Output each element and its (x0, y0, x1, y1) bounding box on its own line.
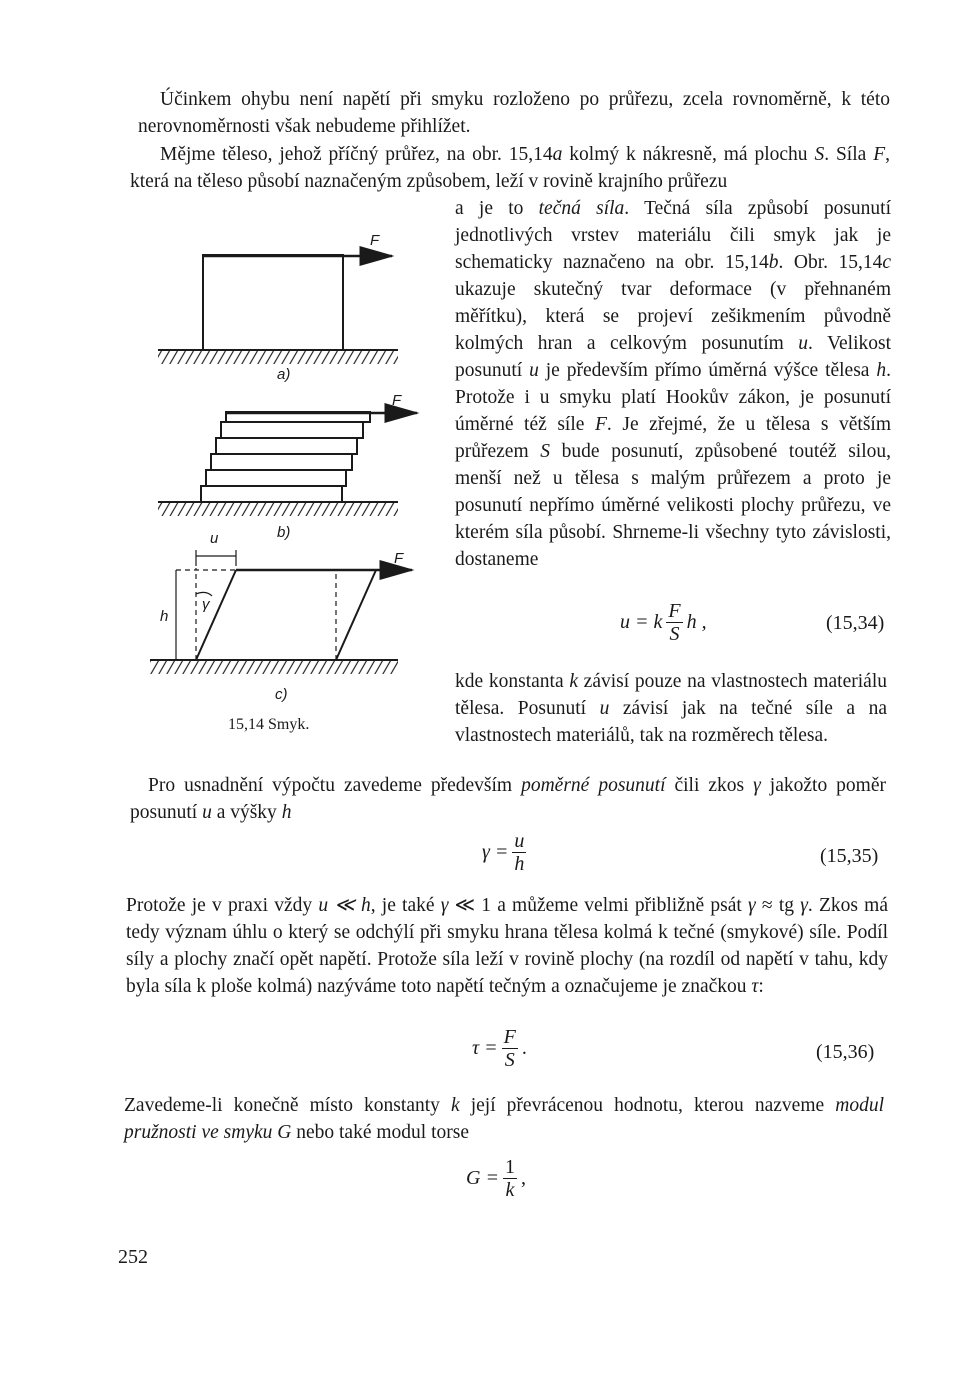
figure-c-ground-hatch (150, 660, 398, 674)
paragraph-2: Mějme těleso, jehož příčný průřez, na obr. 15,14a kolmý k nákresně, má plochu S. Síla F, která na těleso působí naznačeným způsobem, leží v rovině krajního průřezu (130, 144, 890, 192)
figure-b-layer (206, 470, 346, 486)
figure-b-layer (211, 454, 352, 470)
figure-b-ground-hatch (158, 502, 398, 516)
figure-force-label-a: F (370, 232, 380, 249)
equation-number-15-35: (15,35) (820, 845, 879, 867)
paragraph-5: Zavedeme-li konečně místo konstanty k její převrácenou hodnotu, kterou nazveme modul pružnosti ve smyku G nebo také modul torse (124, 1095, 884, 1143)
equation-number-15-36: (15,36) (816, 1041, 875, 1063)
figure-c-slanted-edge-right (336, 570, 376, 660)
figure-b-layer (221, 422, 363, 438)
side-paragraph-2: kde konstanta k závisí pouze na vlastnostech materiálu tělesa. Posunutí u závisí jak na tečné síle a na vlastnostech materiálů, tak na rozměrech tělesa. (455, 671, 887, 746)
equation-15-35: γ = $\frac{u}{h}$ (482, 830, 525, 875)
side-paragraph-1: a je to tečná síla. Tečná síla způsobí posunutí jednotlivých vrstev materiálu čili smyk jak je schematicky naznačeno na obr. 15,14b. Obr. 15,14c ukazuje skutečný tvar deformace (v přehnaném měřítku), která se projeví zešikmením původně kolmých hran a celkovým posunutím u. Velikost posunutí u je především přímo úměrná výšce tělesa h. Protože i u smyku platí Hookův zákon, je posunutí úměrné též síle F. Je zřejmé, že u tělesa s větším průřezem S bude posunutí, způsobené toutéž silou, menší než u tělesa s malým průřezem a proto je posunutí nepřímo úměrné velikosti plochy průřezu, ve kterém síla působí. Shrneme-li všechny tyto závislosti, dostaneme (455, 198, 892, 570)
figure-force-label-c: F (394, 550, 404, 567)
figure-gamma-label: γ (202, 596, 210, 613)
figure-h-label: h (160, 608, 169, 625)
equation-15-34: u = k $\frac{F}{S}$ h , (620, 600, 707, 645)
equation-15-36: τ = $\frac{F}{S}$ . (472, 1026, 527, 1071)
figure-force-label-b: F (392, 392, 402, 409)
figure-b-layer (216, 438, 357, 454)
figure-label-a: a) (277, 366, 291, 383)
figure-label-c: c) (275, 686, 288, 703)
figure-c-deformation (150, 550, 412, 674)
figure-label-b: b) (277, 524, 291, 541)
figure-a-ground-hatch (158, 350, 398, 364)
page-number: 252 (118, 1246, 148, 1268)
figure-u-label: u (210, 530, 219, 547)
figure-b-layers (158, 412, 417, 516)
equation-shear-modulus: G = $\frac{1}{k}$ , (466, 1156, 526, 1201)
equation-number-15-34: (15,34) (826, 612, 885, 634)
paragraph-1: Účinkem ohybu není napětí při smyku rozloženo po průřezu, zcela rovnoměrně, k této nerovnoměrnosti však nebudeme přihlížet. (138, 89, 890, 137)
figure-a-rectangle (203, 255, 343, 350)
figure-b-layer (201, 486, 342, 502)
figure-a-block (158, 255, 398, 364)
paragraph-4: Protože je v praxi vždy u ≪ h, je také γ ≪ 1 a můžeme velmi přibližně psát γ ≈ tg γ. Zkos má tedy význam úhlu o který se odchýlí při smyku hrana tělesa kolmá k tečné (smykové) síle. Podíl síly a plochy značí opět napětí. Protože síla leží v rovině plochy (na rozdíl od napětí v tahu, kdy byla síla k ploše kolmá) nazýváme toto napětí tečným a označujeme je značkou τ: (126, 895, 888, 997)
paragraph-3: Pro usnadnění výpočtu zavedeme především poměrné posunutí čili zkos γ jakožto poměr posunutí u a výšky h (130, 775, 887, 823)
figure-caption: 15,14 Smyk. (228, 716, 310, 733)
figure-c-slanted-edge-left (196, 570, 236, 660)
